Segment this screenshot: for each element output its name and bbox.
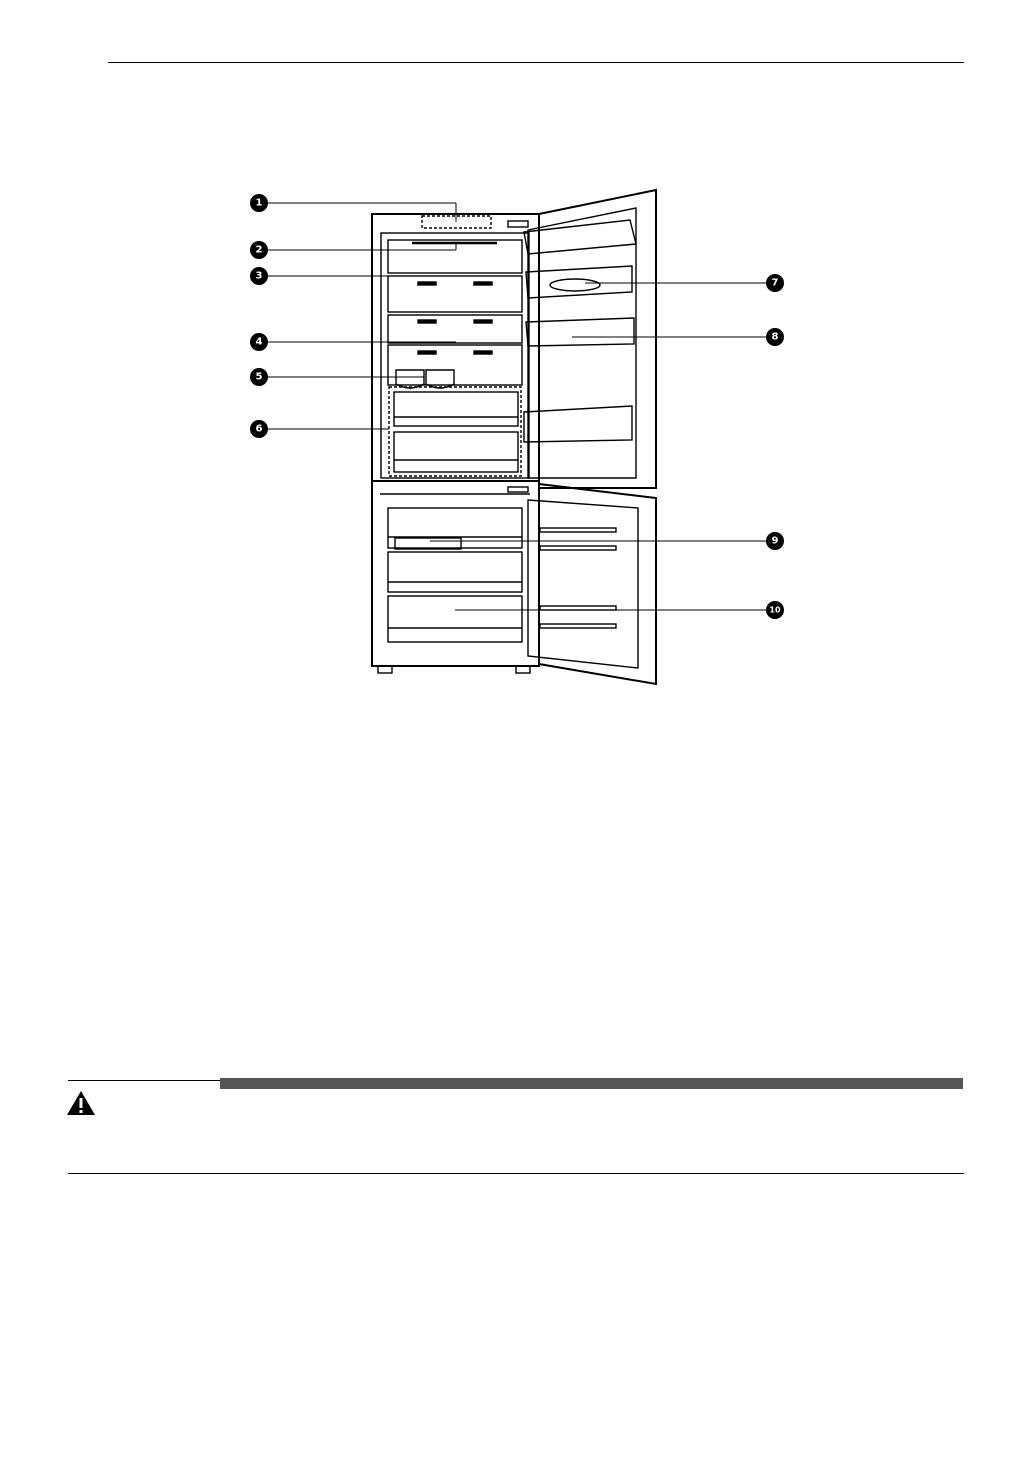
callout-6-label: 6: [255, 423, 263, 435]
callout-2: [250, 241, 268, 259]
warning-triangle-icon: [66, 1090, 96, 1116]
upper-door: [539, 190, 656, 488]
callout-7: [766, 274, 784, 292]
callout-10-label: 10: [769, 605, 781, 615]
callout-8-label: 8: [771, 331, 779, 343]
shelf: [388, 276, 522, 312]
shelf: [388, 345, 522, 385]
callout-8: [766, 328, 784, 346]
callout-7-label: 7: [771, 277, 779, 289]
callout-4-label: 4: [255, 336, 263, 348]
callout-4: [250, 333, 268, 351]
caution-header-bar: [220, 1078, 963, 1089]
callout-3: [250, 267, 268, 285]
caution-bottom-rule: [68, 1173, 964, 1174]
callout-1: [250, 194, 268, 212]
cabinet-outline: [372, 214, 539, 666]
callout-6: [250, 420, 268, 438]
callout-5-label: 5: [255, 371, 263, 383]
shelf: [388, 315, 522, 343]
callout-5: [250, 368, 268, 386]
callout-1-label: 1: [255, 197, 263, 209]
callout-10: [766, 601, 784, 619]
callout-3-label: 3: [255, 270, 263, 282]
callout-9-label: 9: [771, 535, 779, 547]
caution-top-rule: [68, 1080, 220, 1081]
callout-9: [766, 532, 784, 550]
callout-2-label: 2: [255, 244, 263, 256]
